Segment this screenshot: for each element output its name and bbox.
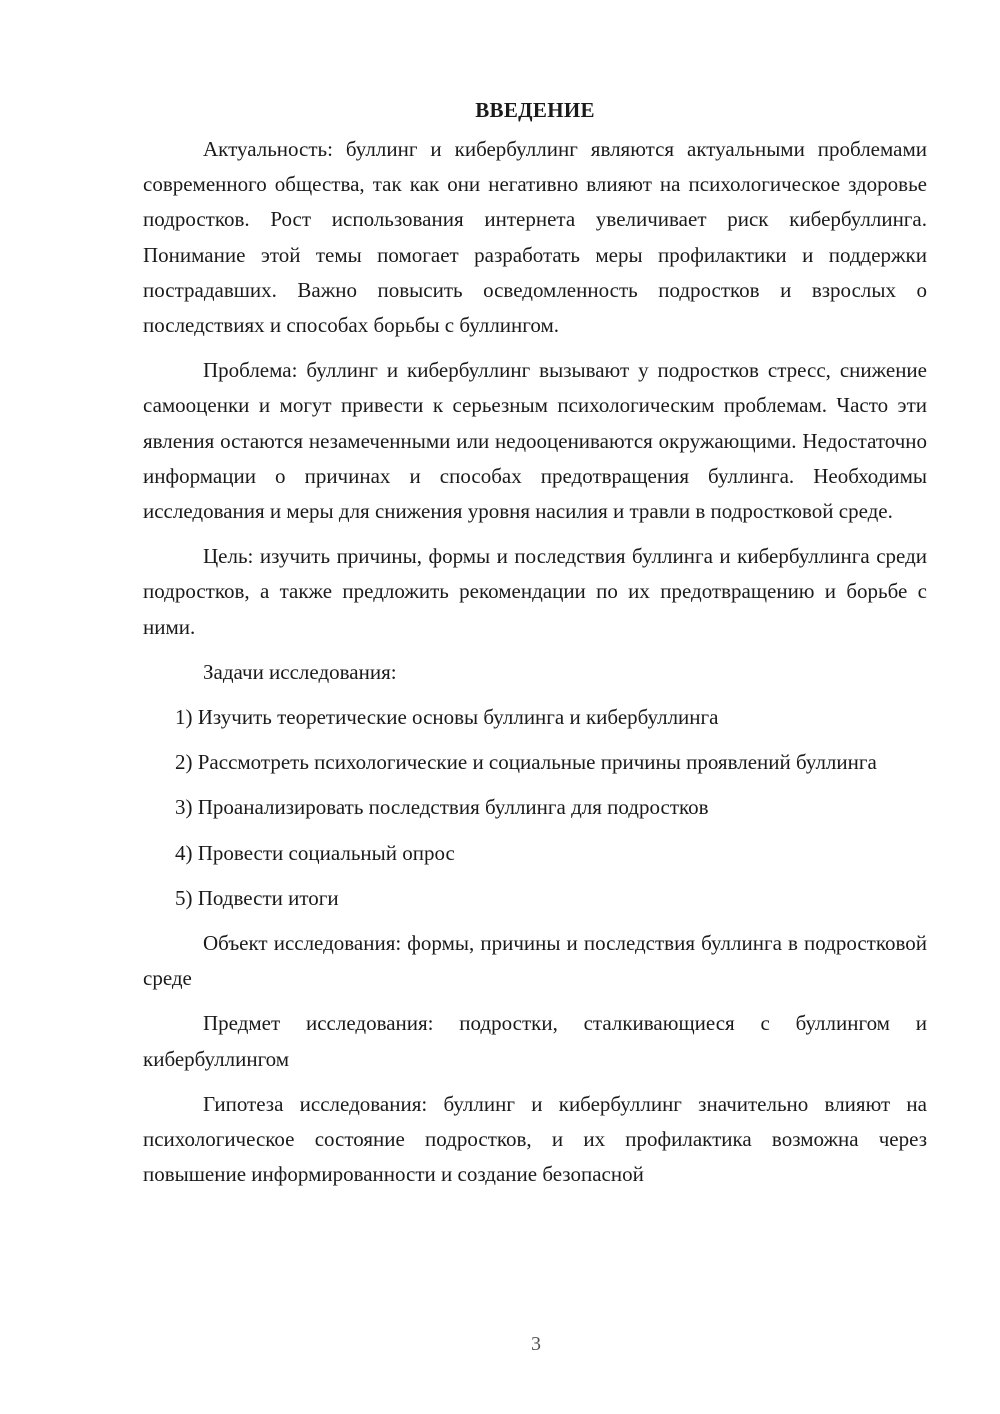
paragraph-goal: Цель: изучить причины, формы и последствия буллинга и кибербуллинга среди подростков, а также предложить рекомендации по их предотвращению и борьбе с ними. xyxy=(143,544,927,639)
paragraph-subject: Предмет исследования: подростки, сталкивающиеся с буллингом и кибербуллингом xyxy=(143,1011,927,1071)
tasks-heading: Задачи исследования: xyxy=(203,659,397,684)
document-body xyxy=(143,92,927,1192)
page-number: 3 xyxy=(531,1333,541,1355)
page-title: ВВЕДЕНИЕ xyxy=(475,98,595,122)
task-item-2: 2) Рассмотреть психологические и социальные причины проявлений буллинга xyxy=(175,750,877,775)
paragraph-hypothesis: Гипотеза исследования: буллинг и кибербуллинг значительно влияют на психологическое состояние подростков, и их профилактика возможна через повышение информированности и создание безопасной xyxy=(143,1091,927,1187)
tasks-list xyxy=(143,700,927,916)
task-item-1: 1) Изучить теоретические основы буллинга и кибербуллинга xyxy=(175,705,719,730)
task-item-5: 5) Подвести итоги xyxy=(175,885,339,910)
task-item-3: 3) Проанализировать последствия буллинга для подростков xyxy=(175,795,709,820)
task-item-4: 4) Провести социальный опрос xyxy=(175,840,455,865)
paragraph-relevance: Актуальность: буллинг и кибербуллинг являются актуальными проблемами современного общества, так как они негативно влияют на психологическое здоровье подростков. Рост использования интернета увеличивает риск кибербуллинга. Понимание этой темы помогает разработать меры профилактики и поддержки пострадавших. Важно повысить осведомленность подростков и взрослых о последствиях и способах борьбы с буллингом. xyxy=(143,137,927,338)
paragraph-problem: Проблема: буллинг и кибербуллинг вызывают у подростков стресс, снижение самооценки и могут привести к серьезным психологическим проблемам. Часто эти явления остаются незамеченными или недооцениваются окружающими. Недостаточно информации о причинах и способах предотвращения буллинга. Необходимы исследования и меры для снижения уровня насилия и травли в подростковой среде. xyxy=(143,358,927,524)
paragraph-object: Объект исследования: формы, причины и последствия буллинга в подростковой среде xyxy=(143,931,927,991)
